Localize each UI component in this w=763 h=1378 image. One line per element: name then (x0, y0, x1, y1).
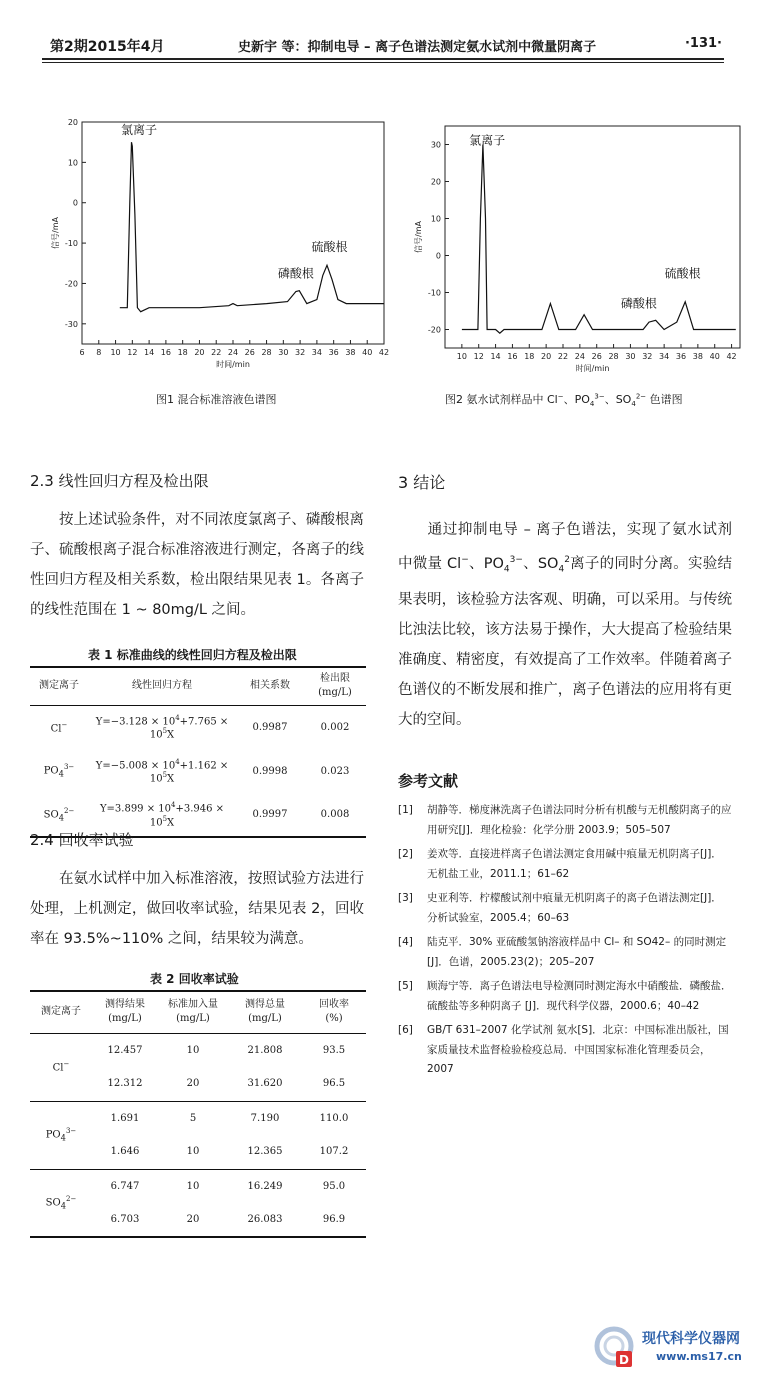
r-cell: 0.9998 (252, 765, 288, 777)
recovery-cell: 96.9 (322, 1214, 346, 1225)
x-tick-label: 40 (362, 348, 373, 357)
x-tick-label: 42 (726, 352, 737, 361)
x-tick-label: 12 (127, 348, 138, 357)
peak-label: 硫酸根 (664, 266, 701, 281)
y-tick-label: 0 (72, 198, 78, 208)
total-cell: 21.808 (247, 1044, 283, 1056)
header-rule (42, 58, 724, 60)
x-tick-label: 22 (557, 352, 569, 361)
y-tick-label: 20 (67, 118, 78, 127)
watermark-name: 现代科学仪器网 (642, 1331, 740, 1347)
table-2-header: 测定离子 (41, 1006, 81, 1018)
figure-1-svg (50, 110, 400, 380)
x-tick-label: 20 (194, 348, 205, 357)
table-1-header: 测定离子 (39, 680, 79, 692)
added-cell: 10 (186, 1044, 200, 1056)
table-row (30, 1101, 366, 1135)
r-cell: 0.9987 (252, 721, 288, 733)
x-tick-label: 10 (456, 352, 467, 361)
y-tick-label: 10 (67, 158, 78, 168)
recovery-cell: 96.5 (322, 1078, 346, 1090)
peak-label: 氯离子 (121, 123, 158, 138)
table-2-header: 测得总量 (mg/L) (245, 999, 285, 1025)
section-2-4-paragraph: 在氨水试样中加入标准溶液，按照试验方法进行处理，上机测定，做回收率试验，结果见表 2，回收率在 93.5%~110% 之间，结果较为满意。 (30, 871, 364, 947)
total-cell: 26.083 (247, 1214, 283, 1225)
peak-label: 氯离子 (469, 133, 506, 148)
table-1-title: 表 1 标准曲线的线性回归方程及检出限 (88, 648, 297, 662)
x-tick-label: 18 (524, 352, 535, 361)
y-tick-label: 30 (430, 140, 441, 150)
section-2-3-paragraph: 按上述试验条件，对不同浓度氯离子、磷酸根离子、硫酸根离子混合标准溶液进行测定，各离子的线性回归方程及相关系数，检出限结果见表 1。各离子的线性范围在 1 ~ 80mg/L 之间。 (30, 512, 364, 618)
y-tick-label: -20 (427, 325, 441, 335)
measured-cell: 1.646 (110, 1146, 140, 1158)
section-2-3-title: 2.3 线性回归方程及检出限 (30, 472, 209, 490)
ion-cell: $PO_4^{3-}$ (43, 763, 75, 779)
x-tick-label: 8 (96, 348, 102, 357)
recovery-cell: 110.0 (319, 1112, 349, 1124)
x-tick-label: 20 (541, 352, 552, 361)
x-tick-label: 28 (608, 352, 619, 361)
reference-item: [6] GB/T 631–2007 化学试剂 氨水[S]．北京：中国标准出版社，国家质量技术监督检验检疫总局．中国国家标准化管理委员会，2007 (398, 1024, 729, 1075)
ion-cell: $SO_4^{2-}$ (43, 806, 75, 823)
x-axis-label: 时间/min (575, 364, 610, 373)
x-tick-label: 40 (709, 352, 720, 361)
measured-cell: 6.703 (110, 1214, 140, 1225)
figure-2-caption: 图2 氨水试剂样品中 Cl−、$PO_4^{3-}$、$SO_4^{2-}$ 色谱图 (445, 392, 683, 409)
figure-1-chart (50, 110, 400, 380)
table-row (30, 1033, 366, 1067)
table-2-title: 表 2 回收率试验 (150, 972, 239, 986)
ion-cell: Cl− (50, 720, 68, 734)
table-2 (30, 990, 366, 1238)
peak-label: 磷酸根 (277, 266, 314, 281)
measured-cell: 1.691 (110, 1112, 140, 1124)
ion-cell: $SO_4^{2-}$ (45, 1195, 77, 1211)
plot-frame (445, 126, 740, 348)
y-tick-label: 10 (430, 214, 441, 224)
equation-cell: $Y=3.899 \times 10^4+3.946 \times 10^5X$ (99, 801, 225, 828)
references-title: 参考文献 (398, 772, 459, 790)
table-1 (30, 666, 366, 838)
y-tick-label: 0 (435, 251, 441, 261)
reference-item: [4] 陆克平．30% 亚硫酸氢钠溶液样品中 Cl– 和 SO42– 的同时测定[J]．色谱，2005.23(2)；205–207 (398, 936, 727, 968)
equation-cell: $Y=-5.008 \times 10^4+1.162 \times 10^5X$ (95, 757, 229, 785)
x-tick-label: 24 (574, 352, 585, 361)
measured-cell: 6.747 (110, 1180, 140, 1192)
y-tick-label: -10 (64, 239, 78, 249)
ion-cell: $PO_4^{3-}$ (45, 1127, 77, 1143)
recovery-cell: 107.2 (319, 1146, 349, 1158)
section-3-title: 3 结论 (398, 473, 446, 492)
y-tick-label: -30 (64, 319, 78, 329)
table-2-header: 标准加入量 (mg/L) (168, 999, 218, 1025)
chromatogram-line (120, 142, 384, 312)
lod-cell: 0.023 (320, 765, 350, 777)
x-tick-label: 28 (261, 348, 272, 357)
x-tick-label: 14 (490, 352, 501, 361)
peak-label: 硫酸根 (311, 240, 348, 255)
x-tick-label: 16 (160, 348, 171, 357)
total-cell: 16.249 (247, 1180, 283, 1192)
y-axis-label: 信号/mA (51, 217, 60, 249)
figure-1-caption: 图1 混合标准溶液色谱图 (156, 393, 277, 406)
section-3-paragraph: 通过抑制电导 – 离子色谱法，实现了氨水试剂中微量 Cl−、$PO_4^{3-}$、$SO_4^2$离子的同时分离。实验结果表明，该检验方法客观、明确，可以采用。与传统比浊法比较，该方法易于操作，大大提高了检验结果准确度、精密度，有效提高了工作效率。伴随着离子色谱仪的不断发展和推广，离子色谱法的应用将有更大的空间。 (398, 522, 733, 728)
measured-cell: 12.457 (107, 1044, 143, 1056)
table-2-header: 测得结果 (mg/L) (105, 999, 145, 1025)
x-tick-label: 38 (692, 352, 703, 361)
reference-item: [5] 顾海宁等．离子色谱法电导检测同时测定海水中硝酸盐．磷酸盐．硫酸盐等多种阴离子 [J]．现代科学仪器，2000.6；40–42 (398, 980, 732, 1012)
x-tick-label: 36 (675, 352, 687, 361)
x-tick-label: 42 (378, 348, 390, 357)
watermark-url: www.ms17.cn (656, 1350, 742, 1363)
watermark-logo (590, 1322, 760, 1372)
plot-frame (82, 122, 384, 344)
table-1-header: 线性回归方程 (132, 680, 192, 692)
x-tick-label: 26 (591, 352, 602, 361)
x-tick-label: 26 (244, 348, 255, 357)
lod-cell: 0.002 (320, 721, 350, 733)
figure-2-svg (405, 120, 750, 380)
x-tick-label: 12 (473, 352, 484, 361)
x-tick-label: 34 (311, 348, 322, 357)
added-cell: 10 (186, 1146, 200, 1158)
page-number: ·131· (684, 36, 722, 51)
svg-text:D: D (619, 1353, 629, 1367)
recovery-cell: 93.5 (322, 1044, 346, 1056)
x-tick-label: 30 (278, 348, 289, 357)
equation-cell: $Y=-3.128 \times 10^4+7.765 \times 10^5X$ (95, 713, 229, 741)
x-tick-label: 32 (295, 348, 306, 357)
total-cell: 31.620 (247, 1078, 283, 1090)
added-cell: 5 (189, 1112, 197, 1124)
reference-item: [1] 胡静等．梯度淋洗离子色谱法同时分析有机酸与无机酸阴离子的应用研究[J]．理化检验：化学分册 2003.9；505–507 (398, 804, 732, 836)
issue-label: 第2期2015年4月 (50, 39, 165, 55)
r-cell: 0.9997 (252, 809, 288, 820)
chromatogram-line (462, 145, 736, 334)
table-2-header: 回收率 (%) (319, 999, 349, 1025)
peak-label: 磷酸根 (620, 296, 657, 311)
section-2-4-title: 2.4 回收率试验 (30, 831, 134, 849)
y-tick-label: -20 (64, 279, 78, 289)
x-tick-label: 34 (659, 352, 670, 361)
table-row (30, 749, 366, 793)
measured-cell: 12.312 (107, 1078, 143, 1090)
x-tick-label: 14 (144, 348, 155, 357)
reference-item: [2] 姜欢等．直接进样离子色谱法测定食用碱中痕量无机阴离子[J]．无机盐工业，2011.1；61–62 (398, 848, 722, 880)
x-tick-label: 10 (110, 348, 121, 357)
x-tick-label: 32 (642, 352, 653, 361)
total-cell: 12.365 (247, 1146, 283, 1158)
added-cell: 20 (186, 1214, 200, 1225)
x-tick-label: 36 (328, 348, 339, 357)
recovery-cell: 95.0 (322, 1180, 346, 1192)
table-row (30, 1169, 366, 1203)
reference-item: [3] 史亚利等．柠檬酸试剂中痕量无机阴离子的离子色谱法测定[J]．分析试验室，2005.4；60–63 (398, 892, 722, 924)
x-tick-label: 30 (625, 352, 636, 361)
total-cell: 7.190 (250, 1112, 280, 1124)
x-tick-label: 24 (227, 348, 239, 357)
lod-cell: 0.008 (320, 809, 350, 820)
added-cell: 20 (186, 1078, 200, 1090)
running-title: 史新宇 等：抑制电导 – 离子色谱法测定氨水试剂中微量阴离子 (238, 40, 597, 55)
y-axis-label: 信号/mA (414, 221, 423, 253)
y-tick-label: 20 (430, 177, 441, 187)
table-1-header: 检出限 (mg/L) (318, 673, 352, 699)
y-tick-label: -10 (427, 288, 441, 298)
table-1-header: 相关系数 (250, 680, 290, 692)
page-header (42, 30, 724, 60)
x-tick-label: 16 (507, 352, 518, 361)
x-tick-label: 18 (177, 348, 188, 357)
x-tick-label: 6 (79, 348, 85, 357)
added-cell: 10 (186, 1180, 200, 1192)
x-tick-label: 22 (211, 348, 222, 357)
table-row (30, 705, 366, 749)
x-axis-label: 时间/min (216, 360, 250, 369)
figure-2-chart (405, 120, 750, 380)
x-tick-label: 38 (345, 348, 356, 357)
header-rule-thin (42, 62, 724, 63)
ion-cell: Cl− (52, 1060, 70, 1074)
